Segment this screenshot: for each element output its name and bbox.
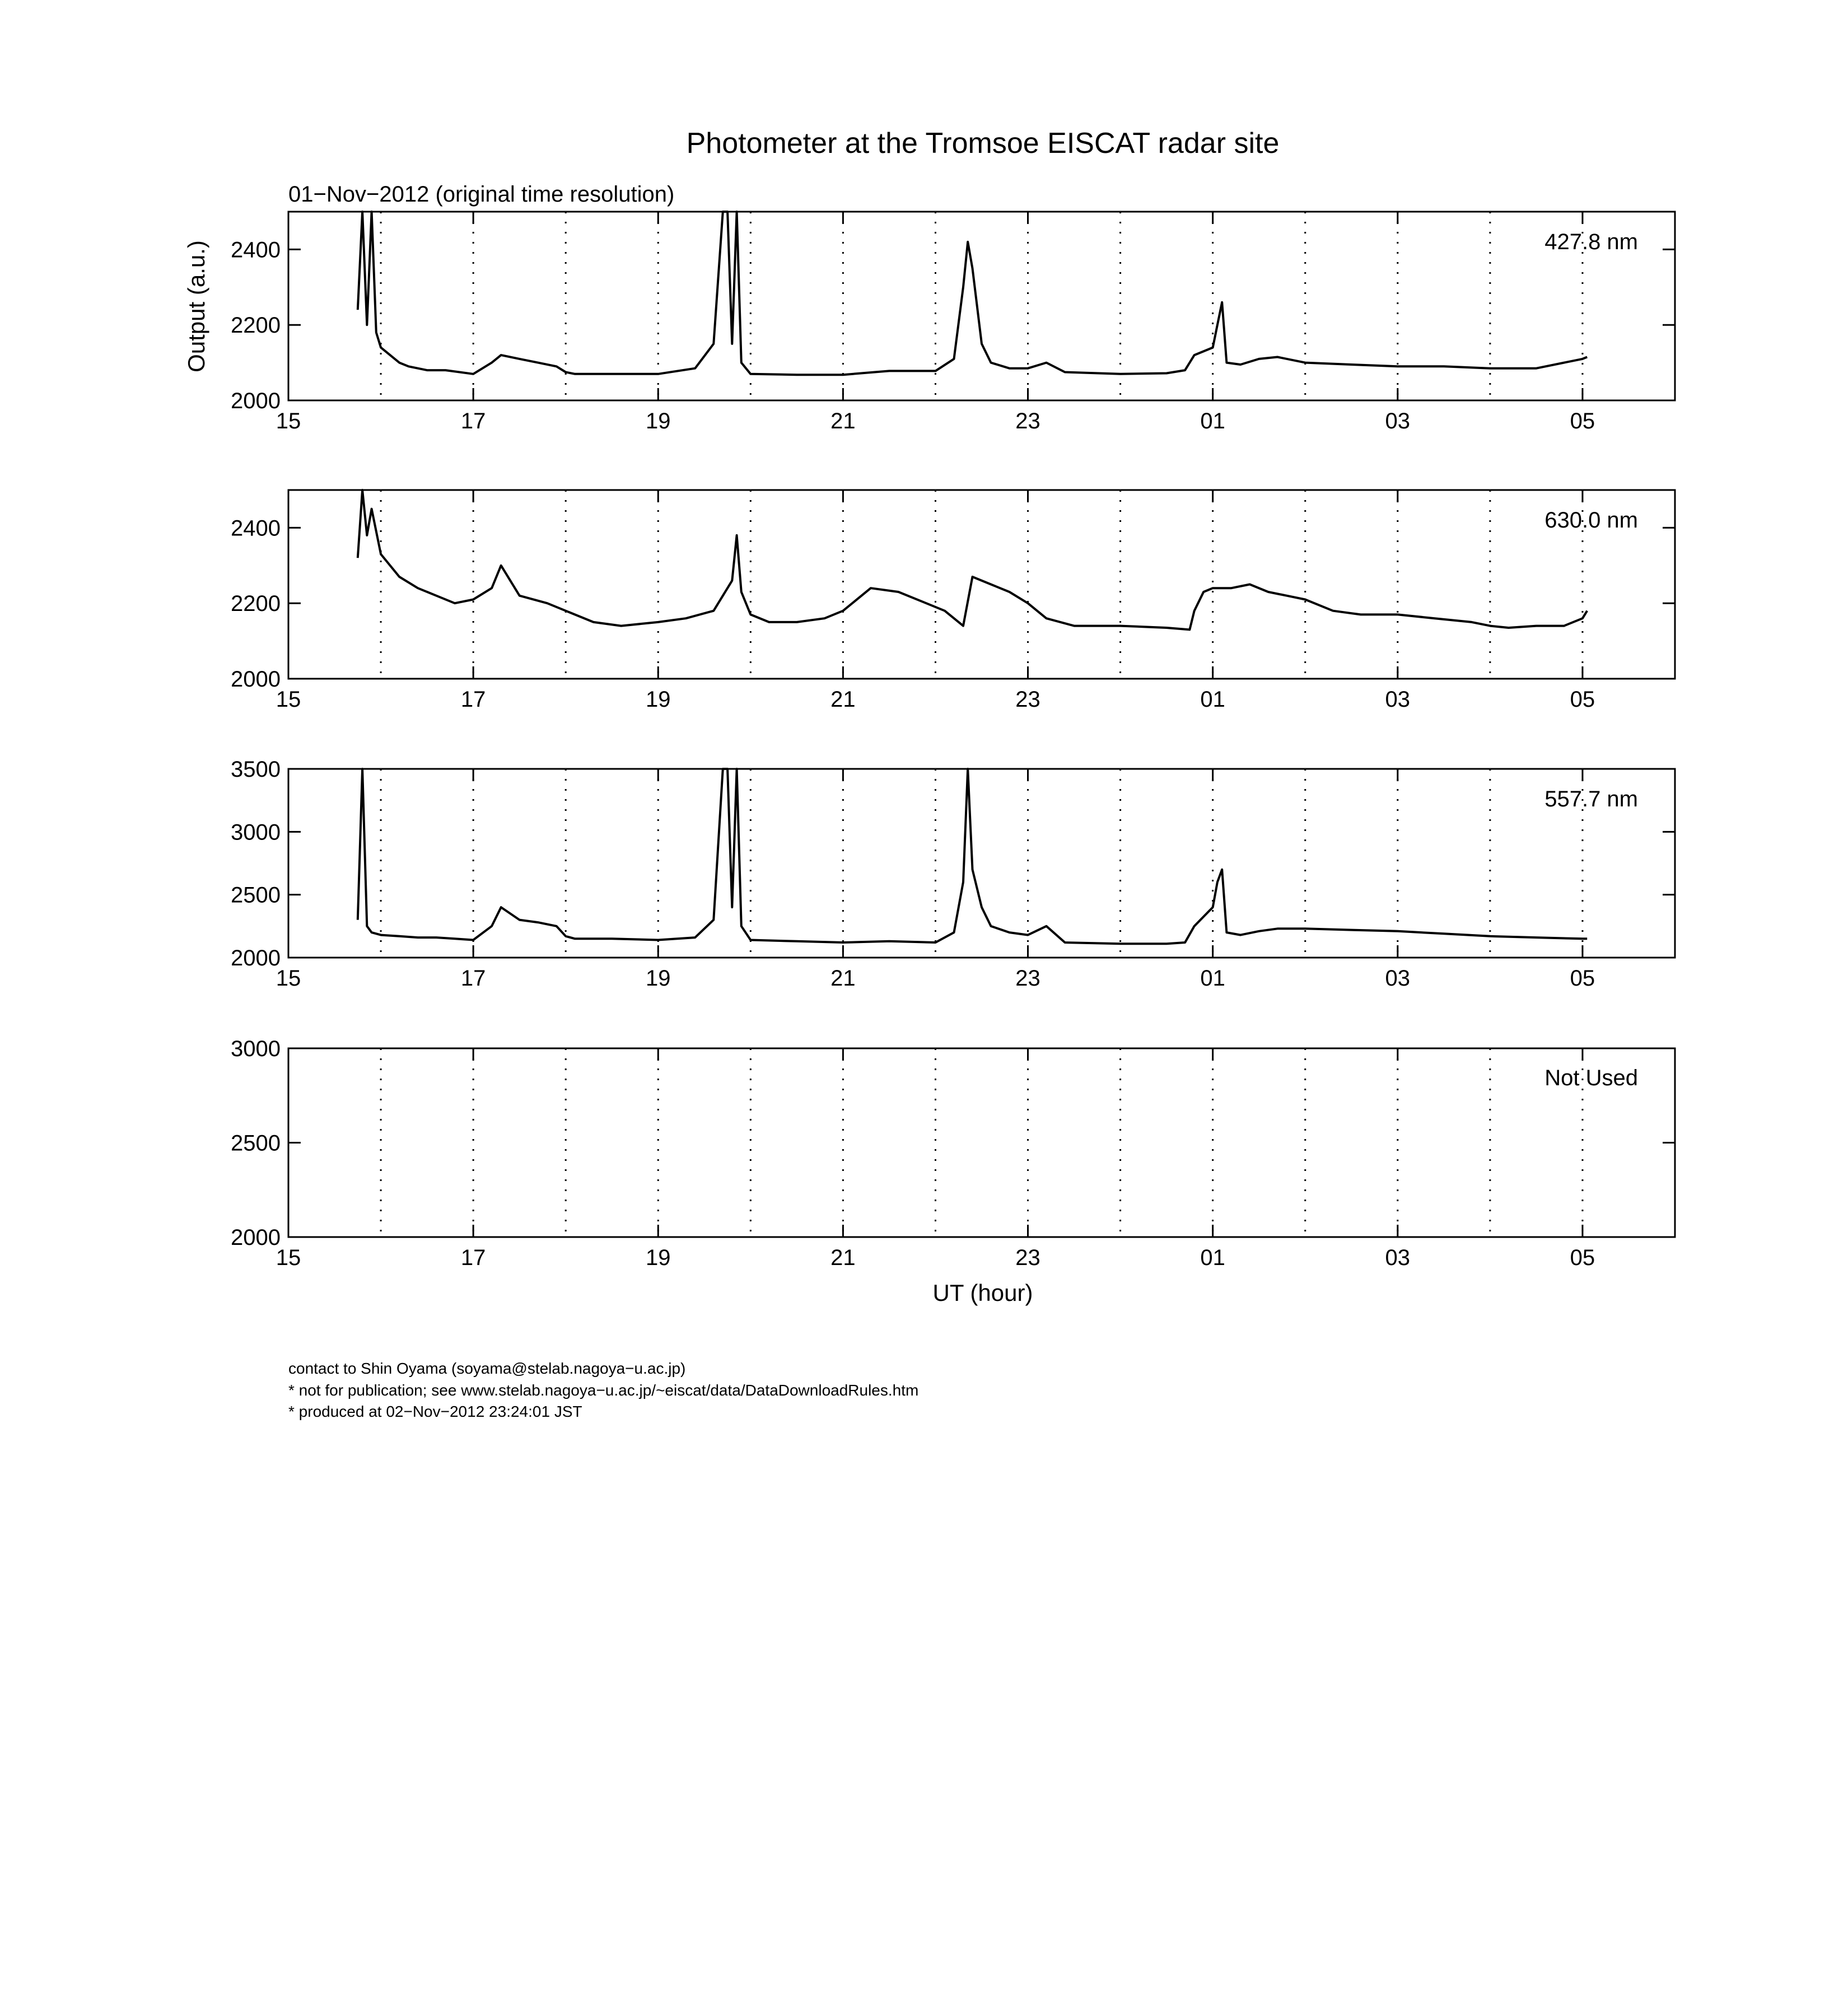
footer-produced: * produced at 02−Nov−2012 23:24:01 JST — [288, 1403, 582, 1420]
footer-contact: contact to Shin Oyama (soyama@stelab.nagoya−u.ac.jp) — [288, 1360, 686, 1377]
x-tick-label: 05 — [1570, 966, 1595, 991]
y-tick-label: 3000 — [231, 1037, 281, 1061]
x-tick-label: 01 — [1200, 409, 1225, 433]
panel-2 — [231, 490, 1675, 712]
y-tick-label: 3500 — [231, 757, 281, 782]
panel-label: 427.8 nm — [1544, 230, 1638, 254]
x-tick-label: 23 — [1015, 687, 1040, 712]
x-tick-label: 01 — [1200, 687, 1225, 712]
y-tick-label: 2000 — [231, 946, 281, 970]
x-tick-label: 19 — [646, 687, 671, 712]
x-tick-label: 05 — [1570, 409, 1595, 433]
x-tick-label: 19 — [646, 966, 671, 991]
panel-label: 630.0 nm — [1544, 508, 1638, 533]
x-tick-label: 23 — [1015, 1245, 1040, 1270]
series-line — [358, 212, 1587, 375]
x-tick-label: 03 — [1385, 1245, 1411, 1270]
y-tick-label: 2000 — [231, 389, 281, 413]
panel-1 — [231, 212, 1675, 433]
x-tick-label: 15 — [276, 409, 301, 433]
x-tick-label: 17 — [460, 687, 486, 712]
x-tick-label: 05 — [1570, 687, 1595, 712]
y-tick-label: 3000 — [231, 820, 281, 845]
x-axis-label: UT (hour) — [932, 1280, 1033, 1306]
panel-label: Not Used — [1544, 1066, 1638, 1090]
x-tick-label: 23 — [1015, 409, 1040, 433]
x-tick-label: 17 — [460, 1245, 486, 1270]
x-tick-label: 19 — [646, 409, 671, 433]
axes-frame — [288, 212, 1675, 400]
x-tick-label: 17 — [460, 409, 486, 433]
x-tick-label: 01 — [1200, 1245, 1225, 1270]
axes-frame — [288, 769, 1675, 958]
y-tick-label: 2000 — [231, 1225, 281, 1250]
x-tick-label: 21 — [830, 966, 856, 991]
y-tick-label: 2200 — [231, 313, 281, 338]
y-tick-label: 2200 — [231, 591, 281, 617]
figure-subtitle: 01−Nov−2012 (original time resolution) — [288, 182, 675, 207]
x-tick-label: 03 — [1385, 409, 1411, 433]
x-tick-label: 03 — [1385, 687, 1411, 712]
panels — [231, 212, 1675, 1270]
x-tick-label: 21 — [830, 1245, 856, 1270]
y-tick-label: 2000 — [231, 667, 281, 692]
axes-frame — [288, 490, 1675, 679]
x-tick-label: 01 — [1200, 966, 1225, 991]
x-tick-label: 05 — [1570, 1245, 1595, 1270]
y-axis-label: Output (a.u.) — [183, 240, 209, 372]
y-tick-label: 2400 — [231, 237, 281, 263]
footer-rules: * not for publication; see www.stelab.nagoya−u.ac.jp/~eiscat/data/DataDownloadRules.htm — [288, 1382, 919, 1399]
x-tick-label: 19 — [646, 1245, 671, 1270]
figure-title: Photometer at the Tromsoe EISCAT radar site — [686, 127, 1280, 160]
x-tick-label: 15 — [276, 966, 301, 991]
x-tick-label: 15 — [276, 687, 301, 712]
x-tick-label: 21 — [830, 409, 856, 433]
x-tick-label: 23 — [1015, 966, 1040, 991]
panel-3 — [231, 757, 1675, 991]
x-tick-label: 15 — [276, 1245, 301, 1270]
y-tick-label: 2400 — [231, 516, 281, 541]
panel-label: 557.7 nm — [1544, 787, 1638, 811]
axes-frame — [288, 1048, 1675, 1237]
y-tick-label: 2500 — [231, 883, 281, 908]
series-line — [358, 490, 1587, 629]
y-tick-label: 2500 — [231, 1131, 281, 1156]
x-tick-label: 03 — [1385, 966, 1411, 991]
panel-4 — [231, 1037, 1675, 1270]
series-line — [358, 769, 1587, 944]
x-tick-label: 17 — [460, 966, 486, 991]
x-tick-label: 21 — [830, 687, 856, 712]
